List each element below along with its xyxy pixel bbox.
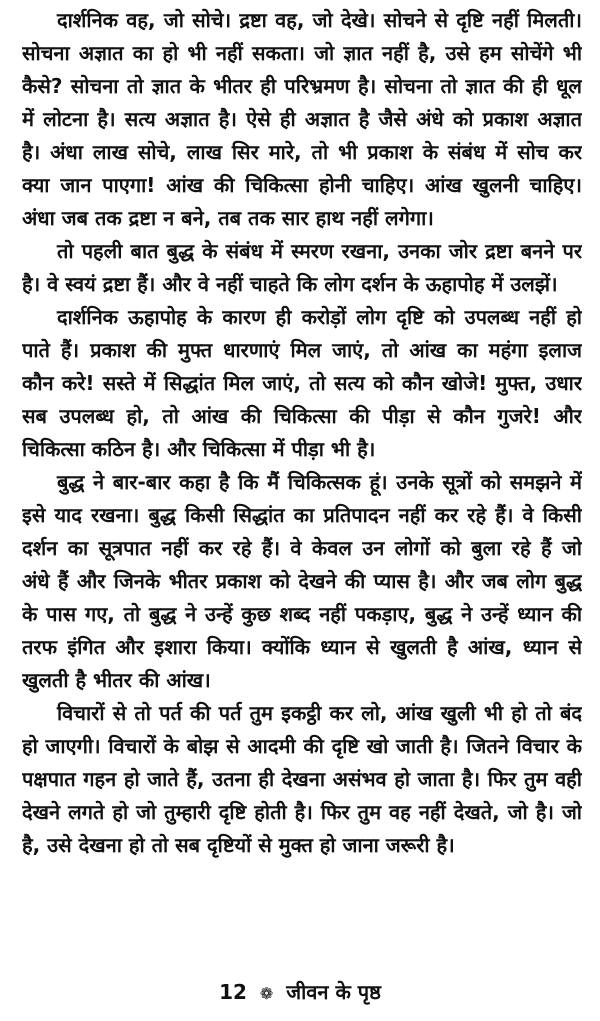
text-line: दार्शनिक वह, जो सोचे। द्रष्टा वह, जो देखे। सोचने से दृष्टि नहीं मिलती। bbox=[57, 8, 582, 32]
text-line: कौन करे! सस्ते में सिद्धांत मिल जाएं, तो सत्य को कौन खोजे! मुफ्त, उधार bbox=[22, 371, 582, 395]
text-line: के पास गए, तो बुद्ध ने उन्हें कुछ शब्द नहीं पकड़ाए, बुद्ध ने उन्हें ध्यान की bbox=[22, 602, 582, 626]
text-line: दर्शन का सूत्रपात नहीं कर रहे हैं। वे केवल उन लोगों को बुला रहे हैं जो bbox=[22, 536, 582, 560]
book-title: जीवन के पृष्ठ bbox=[286, 980, 381, 1004]
text-line: तरफ इंगित और इशारा किया। क्योंकि ध्यान से खुलती है आंख, ध्यान से bbox=[22, 635, 582, 659]
text-line: है। अंधा लाख सोचे, लाख सिर मारे, तो भी प्रकाश के संबंध में सोच कर bbox=[22, 140, 582, 164]
text-line: हो जाएगी। विचारों के बोझ से आदमी की दृष्टि खो जाती है। जितने विचार के bbox=[22, 734, 582, 758]
flower-ornament-icon: ❁ bbox=[259, 984, 274, 1003]
text-line: में लोटना है। सत्य अज्ञात है। ऐसे ही अज्ञात है जैसे अंधे को प्रकाश अज्ञात bbox=[22, 107, 582, 131]
page-body bbox=[22, 4, 582, 862]
paragraph bbox=[22, 4, 582, 235]
page-footer bbox=[0, 978, 600, 1005]
text-line: अंधे हैं और जिनके भीतर प्रकाश को देखने की प्यास है। और जब लोग बुद्ध bbox=[22, 569, 582, 593]
text-line: विचारों से तो पर्त की पर्त तुम इकट्ठी कर लो, आंख खुली भी हो तो बंद bbox=[57, 701, 582, 725]
text-line: देखने लगते हो जो तुम्हारी दृष्टि होती है। फिर तुम वह नहीं देखते, जो है। जो bbox=[22, 800, 582, 824]
text-line: सब उपलब्ध हो, तो आंख की चिकित्सा की पीड़ा से कौन गुजरे! और bbox=[22, 404, 582, 428]
paragraph bbox=[22, 301, 582, 466]
text-line: कैसे? सोचना तो ज्ञात के भीतर ही परिभ्रमण है। सोचना तो ज्ञात की ही धूल bbox=[22, 74, 582, 98]
text-line: है, उसे देखना हो तो सब दृष्टियों से मुक्त हो जाना जरूरी है। bbox=[22, 833, 455, 857]
text-line: पक्षपात गहन हो जाते हैं, उतना ही देखना असंभव हो जाता है। फिर तुम वही bbox=[22, 767, 582, 791]
text-line: सोचना अज्ञात का हो भी नहीं सकता। जो ज्ञात नहीं है, उसे हम सोचेंगे भी bbox=[22, 41, 582, 65]
text-line: खुलती है भीतर की आंख। bbox=[22, 668, 211, 692]
text-line: अंधा जब तक द्रष्टा न बने, तब तक सार हाथ नहीं लगेगा। bbox=[22, 206, 434, 230]
paragraph bbox=[22, 697, 582, 862]
text-line: दार्शनिक ऊहापोह के कारण ही करोड़ों लोग दृष्टि को उपलब्ध नहीं हो bbox=[57, 305, 582, 329]
text-line: क्या जान पाएगा! आंख की चिकित्सा होनी चाहिए। आंख खुलनी चाहिए। bbox=[22, 173, 582, 197]
page-number: 12 bbox=[219, 980, 247, 1004]
text-line: तो पहली बात बुद्ध के संबंध में स्मरण रखना, उनका जोर द्रष्टा बनने पर bbox=[57, 239, 582, 263]
text-line: है। वे स्वयं द्रष्टा हैं। और वे नहीं चाहते कि लोग दर्शन के ऊहापोह में उलझें। bbox=[22, 272, 558, 296]
text-line: इसे याद रखना। बुद्ध किसी सिद्धांत का प्रतिपादन नहीं कर रहे हैं। वे किसी bbox=[22, 503, 582, 527]
text-line: चिकित्सा कठिन है। और चिकित्सा में पीड़ा भी है। bbox=[22, 437, 376, 461]
paragraph bbox=[22, 235, 582, 301]
text-line: बुद्ध ने बार-बार कहा है कि मैं चिकित्सक हूं। उनके सूत्रों को समझने में bbox=[57, 470, 582, 494]
text-line: पाते हैं। प्रकाश की मुफ्त धारणाएं मिल जाएं, तो आंख का महंगा इलाज bbox=[22, 338, 582, 362]
paragraph bbox=[22, 466, 582, 697]
